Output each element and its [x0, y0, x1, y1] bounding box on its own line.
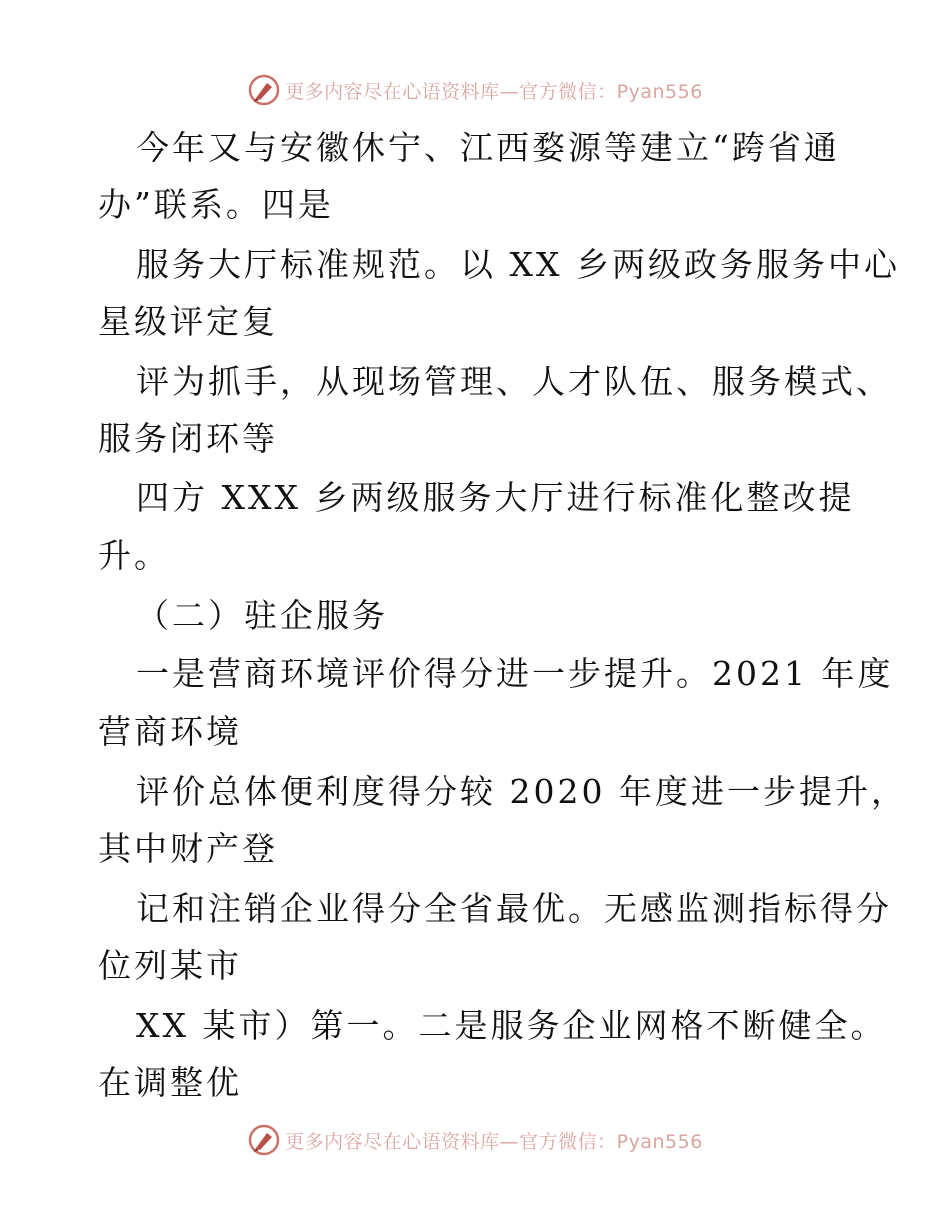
text-line: 星级评定复: [98, 302, 278, 341]
text-line: 一是营商环境评价得分进一步提升。2021 年度: [136, 654, 894, 693]
text-line: 评为抓手，从现场管理、人才队伍、服务模式、: [136, 362, 892, 401]
text-line: 办”联系。四是: [98, 185, 334, 224]
text-line: 评价总体便利度得分较 2020 年度进一步提升，: [136, 772, 907, 811]
text-line: XX 某市）第一。二是服务企业网格不断健全。: [136, 1006, 887, 1045]
pen-logo-icon: [247, 73, 281, 107]
text-line: 其中财产登: [98, 829, 278, 868]
watermark-text: 更多内容尽在心语资料库—官方微信：Pyan556: [285, 80, 703, 103]
text-line: 在调整优: [98, 1063, 242, 1102]
pen-logo-icon: [247, 1123, 281, 1157]
watermark-text: 更多内容尽在心语资料库—官方微信：Pyan556: [285, 1130, 703, 1153]
footer-watermark: [0, 1120, 950, 1160]
text-line: 今年又与安徽休宁、江西婺源等建立“跨省通: [136, 128, 840, 167]
text-line: 服务大厅标准规范。以 XX 乡两级政务服务中心: [136, 245, 900, 284]
section-heading: （二）驻企服务: [136, 596, 388, 635]
text-line: 升。: [98, 536, 170, 575]
header-watermark: [0, 70, 950, 110]
text-line: 记和注销企业得分全省最优。无感监测指标得分: [136, 889, 892, 928]
text-line: 营商环境: [98, 712, 242, 751]
text-line: 位列某市: [98, 946, 242, 985]
text-line: 服务闭环等: [98, 419, 278, 458]
text-line: 四方 XXX 乡两级服务大厅进行标准化整改提: [136, 478, 855, 517]
